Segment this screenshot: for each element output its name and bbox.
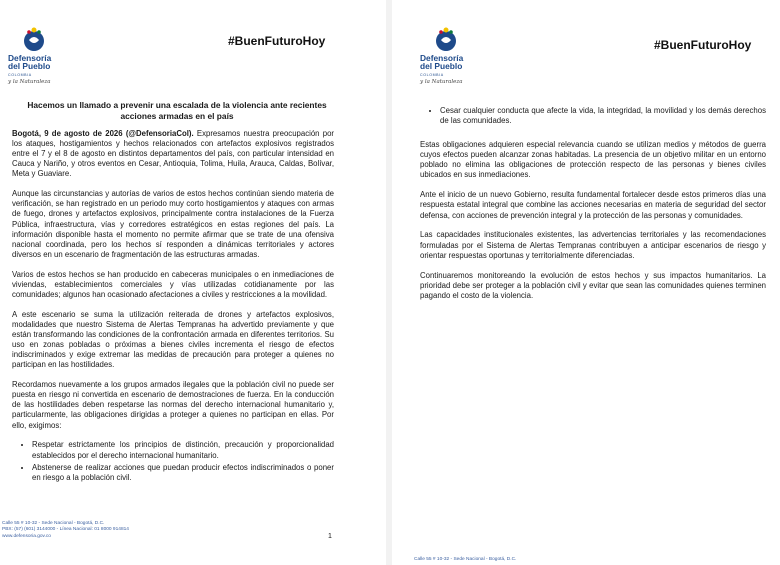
footer-phone: PBX: (57) (601) 3144000 - Línea Nacional: 01 8000 914814 xyxy=(2,527,129,533)
paragraph: Las capacidades institucionales existentes, las advertencias territoriales y las recomendaciones formuladas por el Sistema de Alertas Tempranas contribuyen a anticipar escenarios de riesgo y orientar respuestas oportunas y territorialmente diferenciadas. xyxy=(420,230,766,260)
logo-line1: Defensoría xyxy=(420,53,464,63)
page-number: 1 xyxy=(328,533,332,540)
logo-line1: Defensoría xyxy=(8,53,52,63)
hashtag: #BuenFuturoHoy xyxy=(228,34,326,48)
paragraph: A este escenario se suma la utilización reiterada de drones y artefactos explosivos, modalidades que nuestro Sistema de Alertas Tempranas ha advertido previamente y que están transformando las condiciones de la confrontación armada en diferentes territorios. Su uso en zonas pobladas o próximas a bienes civiles incrementa el riesgo de efectos indiscriminados y exige extremar las medidas de precaución para proteger a quienes no participan en las hostilidades. xyxy=(12,309,334,370)
paragraph: Aunque las circunstancias y autorías de varios de estos hechos continúan siendo materia de verificación, se han registrado en un periodo muy corto hostigamientos y ataques con armas de fuego, drones y artefactos explosivos, principalmente contra instalaciones de la Fuerza Pública, infraestructura, vías y corredores estratégicos en estas regiones del país. La información disponible hasta el momento no permite afirmar que se trate de una ofensiva nacional coordinada, pero los hechos sí responden a dinámicas territoriales y actores diversos en un escenario de fragmentación de las estructuras armadas. xyxy=(12,189,334,259)
page-footer xyxy=(414,557,516,563)
paragraph: Recordamos nuevamente a los grupos armados ilegales que la población civil no puede ser puesta en riesgo ni convertida en escenario de demostraciones de fuerza. En la conducción de las hostilidades deben respetarse las normas del derecho internacional humanitario y, particularmente, las obligaciones dirigidas a proteger a quienes no participan en ellas. Por ello, exigimos: xyxy=(12,380,334,430)
document-page-1 xyxy=(0,0,386,565)
demands-list xyxy=(12,440,334,482)
logo-country: COLOMBIA xyxy=(8,73,32,77)
paragraph: Estas obligaciones adquieren especial relevancia cuando se utilizan medios y métodos de guerra cuyos efectos pueden alcanzar zonas habitadas. La presencia de un objetivo militar en un entorno poblado no elimina las obligaciones de protección respecto de las personas y bienes civiles ubicados en sus inmediaciones. xyxy=(420,140,766,180)
paragraph: Ante el inicio de un nuevo Gobierno, resulta fundamental fortalecer desde estos primeros días una respuesta estatal integral que combine las acciones necesarias en materia de seguridad del sector defensa, con acciones de prevención integral y la protección de las personas y comunidades. xyxy=(420,190,766,220)
logo-line2: del Pueblo xyxy=(420,61,463,72)
page2-body xyxy=(420,106,766,311)
defensoria-emblem-icon xyxy=(432,26,460,52)
paragraph: Continuaremos monitoreando la evolución de estos hechos y sus impactos humanitarios. La prioridad debe ser proteger a la población civil y evitar que sean las comunidades quienes terminen pagando el costo de la violencia. xyxy=(420,270,766,300)
defensoria-logo xyxy=(8,26,68,92)
logo-tagline: y la Naturaleza xyxy=(8,79,51,85)
demands-list-continued xyxy=(420,106,766,126)
paragraph: Varios de estos hechos se han producido en cabeceras municipales o en inmediaciones de viviendas, establecimientos comerciales y vías utilizadas cotidianamente por las comunidades; algunos han ocasionado afectaciones a civiles y restricciones a la movilidad. xyxy=(12,269,334,299)
footer-address: Calle 55 # 10-32 - Sede Nacional - Bogotá, D.C. xyxy=(414,557,517,562)
logo-line2: del Pueblo xyxy=(8,61,51,72)
list-item: • Abstenerse de realizar acciones que puedan producir efectos indiscriminados o poner en riesgo a la población civil. xyxy=(32,463,334,483)
document-page-2 xyxy=(392,0,780,565)
page-footer xyxy=(2,521,129,540)
dateline: Bogotá, 9 de agosto de 2026 (@DefensoriaCol). xyxy=(12,129,194,138)
paragraph-text: Expresamos nuestra preocupación por los ataques, hostigamientos y hechos relacionados con artefactos explosivos registrados entre el 7 y el 8 de agosto en distintos departamentos del país, con particular intensidad en Cauca y Nariño, y otros eventos en Cesar, Antioquia, Tolima, Huila, Arauca, Caldas, Bolívar, Meta y Guaviare. xyxy=(12,129,334,179)
defensoria-emblem-icon xyxy=(20,26,48,52)
footer-web-link[interactable]: www.defensoria.gov.co xyxy=(2,533,51,539)
hashtag: #BuenFuturoHoy xyxy=(654,38,752,52)
page-title: Hacemos un llamado a prevenir una escalada de la violencia ante recientes acciones armadas en el país xyxy=(27,100,327,121)
paragraph xyxy=(12,129,334,179)
logo-country: COLOMBIA xyxy=(420,73,444,77)
list-item: • Cesar cualquier conducta que afecte la vida, la integridad, la movilidad y los demás derechos de las comunidades. xyxy=(440,106,766,126)
footer-address: Calle 55 # 10-32 - Sede Nacional - Bogotá, D.C. xyxy=(2,521,105,526)
defensoria-logo xyxy=(420,26,480,92)
page1-body xyxy=(12,129,334,485)
logo-tagline: y la Naturaleza xyxy=(420,79,463,85)
logo-name xyxy=(8,54,51,71)
list-item: • Respetar estrictamente los principios de distinción, precaución y proporcionalidad establecidos por el derecho internacional humanitario. xyxy=(32,440,334,460)
logo-name xyxy=(420,54,463,71)
